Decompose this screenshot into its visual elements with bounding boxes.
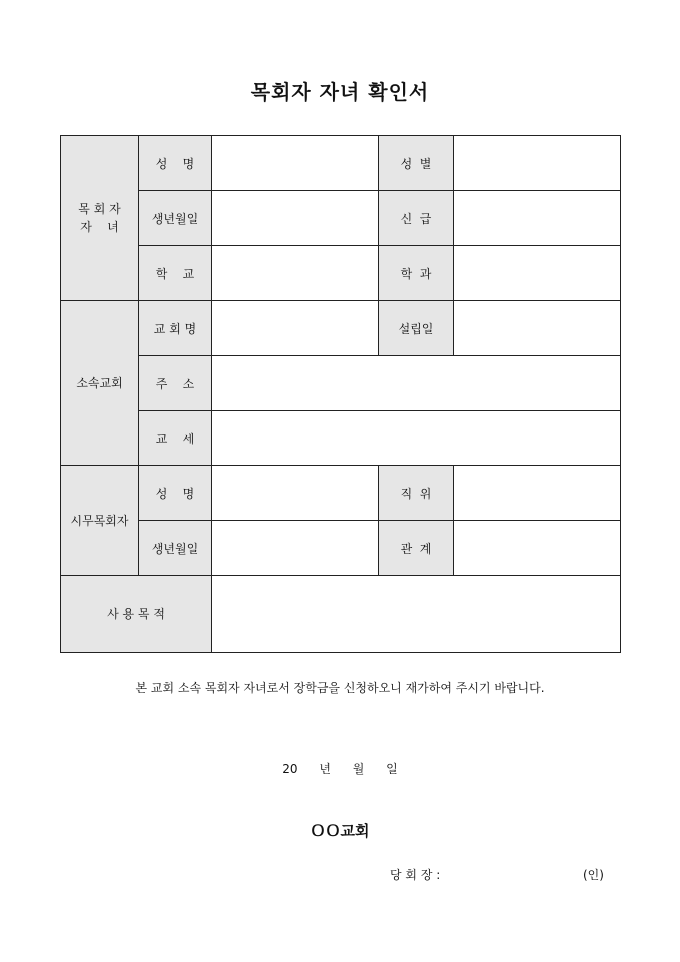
child-birth-label: 생년월일 <box>139 191 212 246</box>
purpose-label: 사 용 목 적 <box>61 576 212 653</box>
child-grade-label: 신 급 <box>379 191 454 246</box>
pastor-position-label: 직 위 <box>379 466 454 521</box>
document-title: 목회자 자녀 확인서 <box>250 80 430 104</box>
church-name-field[interactable] <box>212 301 379 356</box>
church-name-row <box>61 301 621 356</box>
date-line: 20 년 월 일 <box>282 762 398 776</box>
child-name-field[interactable] <box>212 136 379 191</box>
child-birth-row <box>61 191 621 246</box>
child-group-label: 목 회 자 자 녀 <box>61 136 139 301</box>
church-address-label: 주 소 <box>139 356 212 411</box>
request-statement: 본 교회 소속 목회자 자녀로서 장학금을 신청하오니 재가하여 주시기 바랍니다. <box>135 681 545 695</box>
church-name-label: 교 회 명 <box>139 301 212 356</box>
purpose-field[interactable] <box>212 576 621 653</box>
child-gender-label: 성 별 <box>379 136 454 191</box>
church-founded-field[interactable] <box>454 301 621 356</box>
child-major-field[interactable] <box>454 246 621 301</box>
church-address-field[interactable] <box>212 356 621 411</box>
child-major-label: 학 과 <box>379 246 454 301</box>
child-school-field[interactable] <box>212 246 379 301</box>
church-address-row <box>61 356 621 411</box>
church-group-label: 소속교회 <box>61 301 139 466</box>
pastor-birth-field[interactable] <box>212 521 379 576</box>
child-gender-field[interactable] <box>454 136 621 191</box>
pastor-birth-row <box>61 521 621 576</box>
signature-label: 당 회 장 : <box>390 868 441 882</box>
child-name-row <box>61 136 621 191</box>
pastor-name-field[interactable] <box>212 466 379 521</box>
pastor-relation-field[interactable] <box>454 521 621 576</box>
pastor-position-field[interactable] <box>454 466 621 521</box>
church-size-label: 교 세 <box>139 411 212 466</box>
purpose-row <box>61 576 621 653</box>
child-name-label: 성 명 <box>139 136 212 191</box>
pastor-relation-label: 관 계 <box>379 521 454 576</box>
church-size-row <box>61 411 621 466</box>
confirmation-form-table <box>60 135 621 653</box>
pastor-group-label: 시무목회자 <box>61 466 139 576</box>
seal-mark: (인) <box>583 868 604 882</box>
pastor-birth-label: 생년월일 <box>139 521 212 576</box>
child-grade-field[interactable] <box>454 191 621 246</box>
child-birth-field[interactable] <box>212 191 379 246</box>
pastor-name-label: 성 명 <box>139 466 212 521</box>
church-founded-label: 설립일 <box>379 301 454 356</box>
church-name: ＯＯ교회 <box>310 822 370 840</box>
child-school-row <box>61 246 621 301</box>
child-school-label: 학 교 <box>139 246 212 301</box>
church-size-field[interactable] <box>212 411 621 466</box>
pastor-name-row <box>61 466 621 521</box>
